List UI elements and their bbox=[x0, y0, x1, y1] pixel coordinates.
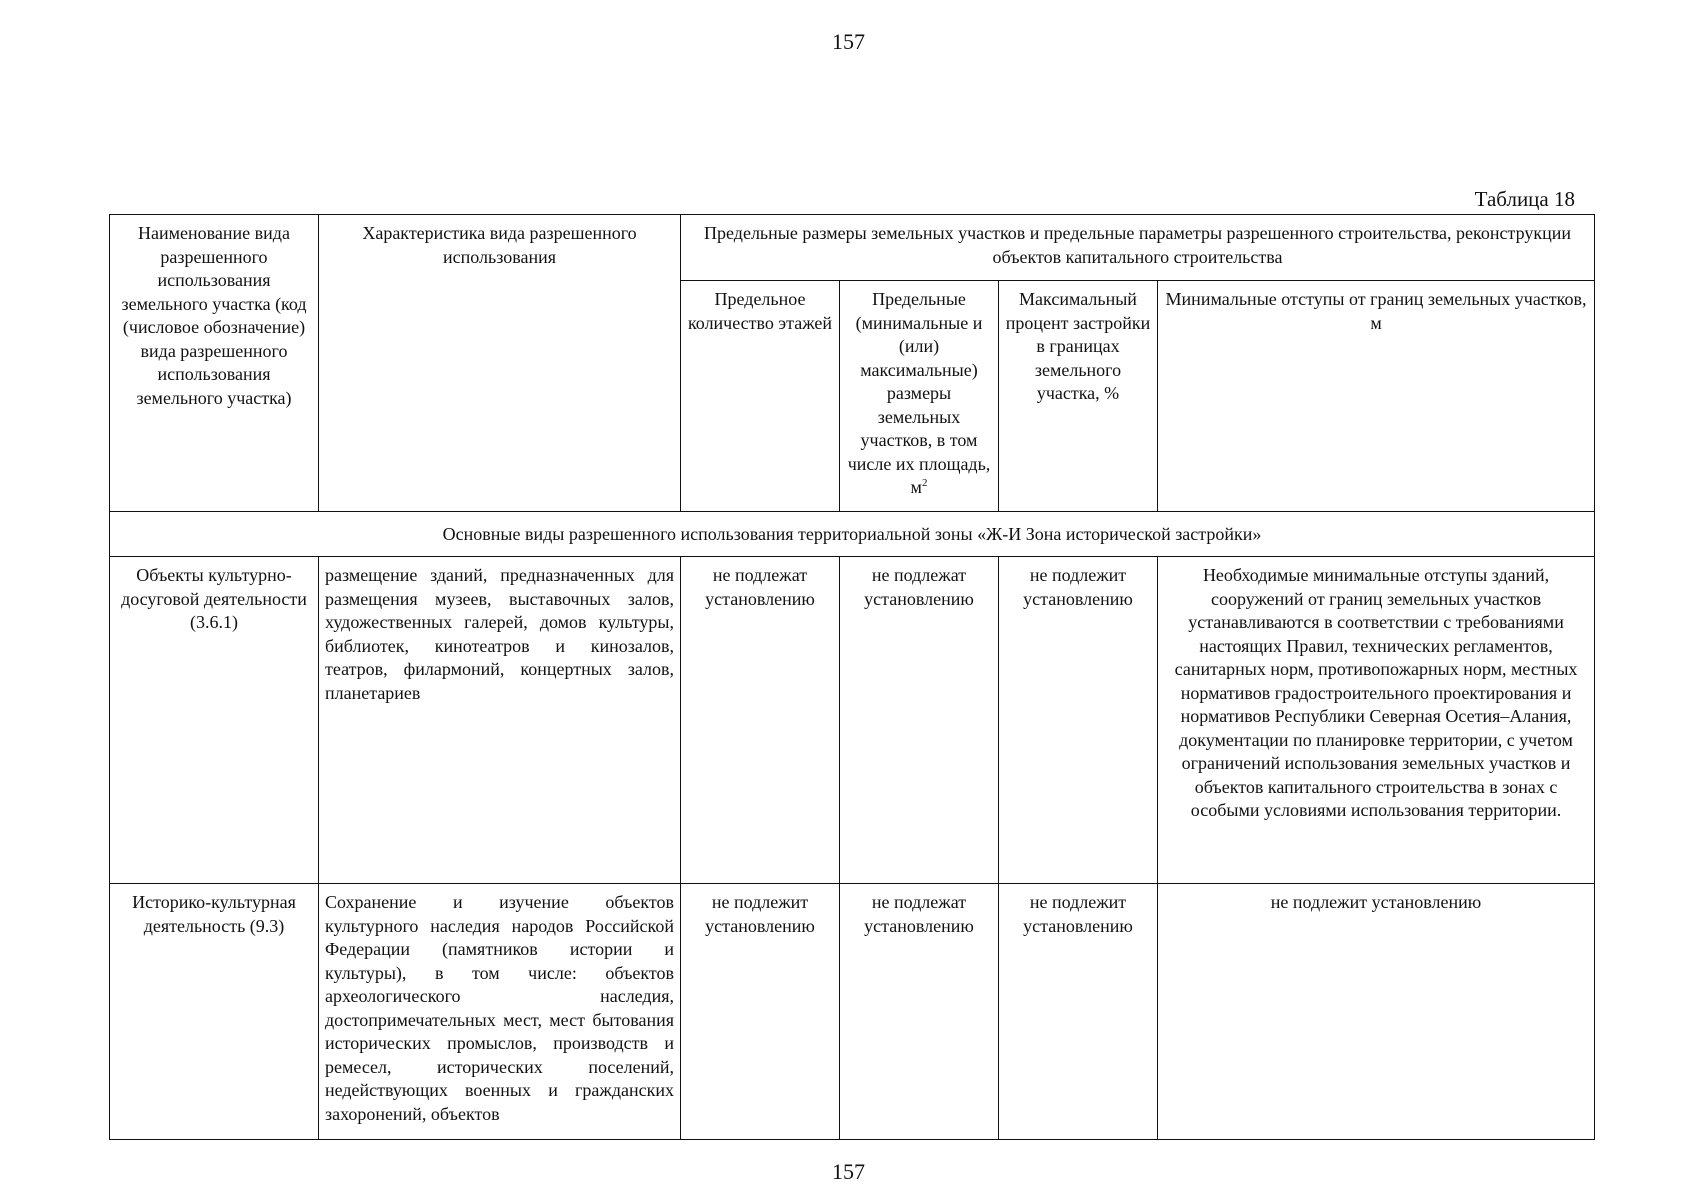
header-floors: Предельное количество этажей bbox=[681, 281, 840, 512]
page-number-top: 157 bbox=[832, 29, 865, 54]
header-row-1 bbox=[110, 215, 1595, 281]
row-setbacks: Необходимые минимальные отступы зданий, сооружений от границ земельных участков устанавливаются в соответствии с требованиями настоящих Правил, технических регламентов, санитарных норм, противопожарных норм, местных нормативов градостроительного проектирования и нормативов Республики Северная Осетия–Алания, документации по планировке территории, с учетом ограничений использования земельных участков и объектов капитального строительства в зонах с особыми условиями использования территории. bbox=[1158, 557, 1595, 884]
header-limits-group: Предельные размеры земельных участков и предельные параметры разрешенного строительства, реконструкции объектов капитального строительства bbox=[681, 215, 1595, 281]
header-setbacks: Минимальные отступы от границ земельных участков, м bbox=[1158, 281, 1595, 512]
table-caption: Таблица 18 bbox=[1474, 187, 1575, 211]
row-build-percent: не подлежит установлению bbox=[999, 884, 1158, 1140]
header-use-description: Характеристика вида разрешенного использования bbox=[319, 215, 681, 512]
row-setbacks: не подлежит установлению bbox=[1158, 884, 1595, 1140]
header-use-name: Наименование вида разрешенного использования земельного участка (код (числовое обозначение) вида разрешенного использования земельного участка) bbox=[110, 215, 319, 512]
table-row bbox=[110, 557, 1595, 884]
header-plot-sizes bbox=[840, 281, 999, 512]
header-plot-sizes-text: Предельные (минимальные и (или) максимальные) размеры земельных участков, в том числе их площадь, м bbox=[847, 289, 991, 497]
row-use-name: Историко-культурная деятельность (9.3) bbox=[110, 884, 319, 1140]
row-floors: не подлежат установлению bbox=[681, 557, 840, 884]
row-use-description: Сохранение и изучение объектов культурного наследия народов Российской Федерации (памятников истории и культуры), в том числе: объектов археологического наследия, достопримечательных мест, мест бытования исторических промыслов, производств и ремесел, исторических поселений, недействующих военных и гражданских захоронений, объектов bbox=[319, 884, 681, 1140]
row-floors: не подлежит установлению bbox=[681, 884, 840, 1140]
row-use-name: Объекты культурно-досуговой деятельности (3.6.1) bbox=[110, 557, 319, 884]
header-plot-sizes-sup: 2 bbox=[921, 477, 928, 489]
header-build-percent: Максимальный процент застройки в границах земельного участка, % bbox=[999, 281, 1158, 512]
row-plot-sizes: не подлежат установлению bbox=[840, 557, 999, 884]
regulations-table bbox=[109, 214, 1595, 1140]
row-use-description: размещение зданий, предназначенных для размещения музеев, выставочных залов, художественных галерей, домов культуры, библиотек, кинотеатров и кинозалов, театров, филармоний, концертных залов, планетариев bbox=[319, 557, 681, 884]
section-row bbox=[110, 512, 1595, 557]
table-row bbox=[110, 884, 1595, 1140]
page-number-bottom: 157 bbox=[832, 1159, 865, 1184]
row-plot-sizes: не подлежат установлению bbox=[840, 884, 999, 1140]
row-build-percent: не подлежит установлению bbox=[999, 557, 1158, 884]
section-title: Основные виды разрешенного использования территориальной зоны «Ж-И Зона исторической застройки» bbox=[110, 512, 1595, 557]
